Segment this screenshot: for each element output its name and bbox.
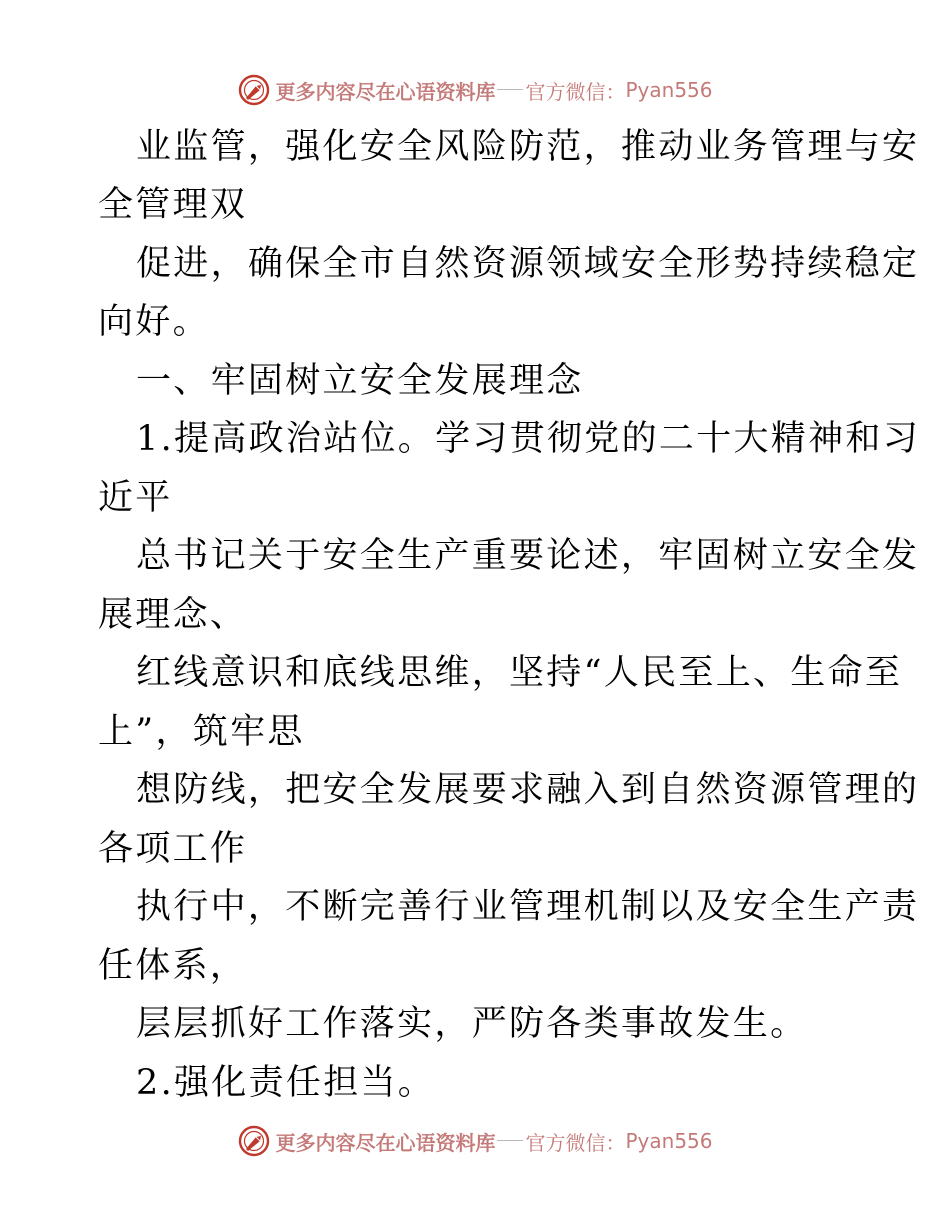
paragraph-line: 业监管，强化安全风险防范，推动业务管理与安 bbox=[136, 127, 920, 167]
header-banner-title: 更多内容尽在心语资料库 bbox=[275, 79, 496, 104]
paragraph-line: 促进，确保全市自然资源领域安全形势持续稳定 bbox=[136, 244, 920, 284]
paragraph-line: 想防线，把安全发展要求融入到自然资源管理的 bbox=[136, 770, 920, 810]
paragraph-line: 2.强化责任担当。 bbox=[136, 1063, 436, 1103]
header-banner-wechat-id: Pyan556 bbox=[625, 78, 713, 102]
header-banner-wechat-label: 官方微信： bbox=[525, 79, 626, 104]
footer-banner-title: 更多内容尽在心语资料库 bbox=[275, 1130, 496, 1155]
paragraph-line: 各项工作 bbox=[98, 829, 248, 869]
paragraph-line: 执行中，不断完善行业管理机制以及安全生产责 bbox=[136, 887, 920, 927]
paragraph-line: 上”，筑牢思 bbox=[98, 712, 305, 752]
paragraph-line: 层层抓好工作落实，严防各类事故发生。 bbox=[136, 1004, 808, 1044]
paragraph-line: 总书记关于安全生产重要论述，牢固树立安全发 bbox=[136, 536, 920, 576]
paragraph-line: 展理念、 bbox=[98, 595, 248, 635]
paragraph-line: 任体系， bbox=[98, 946, 248, 986]
paragraph-line: 红线意识和底线思维，坚持“人民至上、生命至 bbox=[136, 653, 903, 693]
pen-nib-logo-icon bbox=[237, 1124, 271, 1158]
paragraph-line: 1.提高政治站位。学习贯彻党的二十大精神和习 bbox=[136, 419, 920, 459]
footer-banner-wechat-id: Pyan556 bbox=[625, 1129, 713, 1153]
paragraph-line: 向好。 bbox=[98, 302, 210, 342]
paragraph-line: 近平 bbox=[98, 478, 173, 518]
paragraph-line: 全管理双 bbox=[98, 185, 248, 225]
footer-banner-divider bbox=[497, 1140, 523, 1141]
footer-banner bbox=[0, 1121, 950, 1161]
footer-banner-wechat-label: 官方微信： bbox=[525, 1130, 626, 1155]
section-heading: 一、牢固树立安全发展理念 bbox=[136, 361, 584, 401]
